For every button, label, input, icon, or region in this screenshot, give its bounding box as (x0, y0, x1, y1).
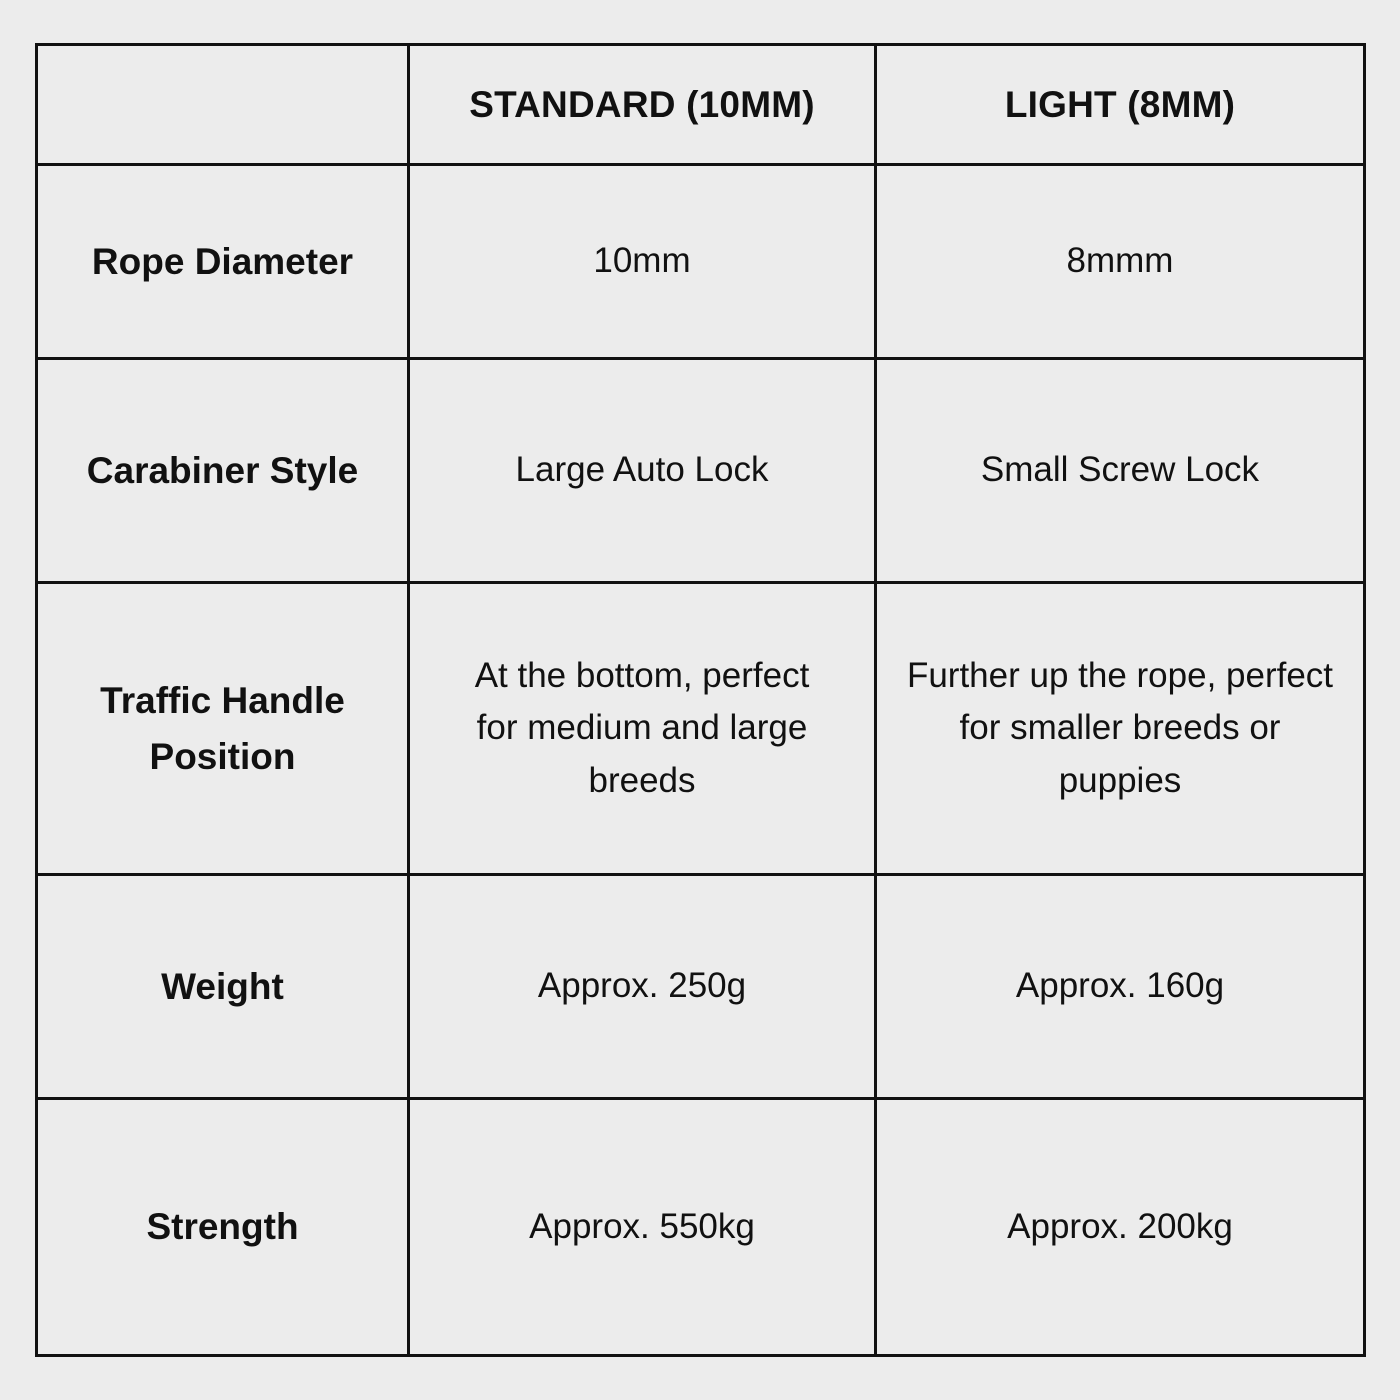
cell-light-carabiner-style: Small Screw Lock (877, 360, 1363, 584)
row-label-carabiner-style: Carabiner Style (38, 360, 410, 584)
cell-standard-strength: Approx. 550kg (410, 1100, 877, 1354)
header-light: LIGHT (8MM) (877, 46, 1363, 166)
cell-standard-rope-diameter: 10mm (410, 166, 877, 360)
row-label-rope-diameter: Rope Diameter (38, 166, 410, 360)
cell-light-strength: Approx. 200kg (1007, 1206, 1233, 1246)
row-label-traffic-handle-position: Traffic Handle Position (38, 584, 410, 876)
cell-standard-carabiner-style: Large Auto Lock (410, 360, 877, 584)
comparison-table (35, 43, 1366, 1357)
cell-light-rope-diameter: 8mmm (877, 166, 1363, 360)
row-label-strength: Strength (38, 1100, 410, 1354)
cell-light-weight: Approx. 160g (877, 876, 1363, 1100)
header-standard: STANDARD (10MM) (410, 46, 877, 166)
cell-standard-traffic-handle-position: At the bottom, perfect for medium and large breeds (410, 584, 877, 876)
cell-light-traffic-handle-position: Further up the rope, perfect for smaller breeds or puppies (877, 584, 1363, 876)
header-empty-cell (38, 46, 410, 166)
row-label-weight: Weight (38, 876, 410, 1100)
cell-standard-weight: Approx. 250g (410, 876, 877, 1100)
